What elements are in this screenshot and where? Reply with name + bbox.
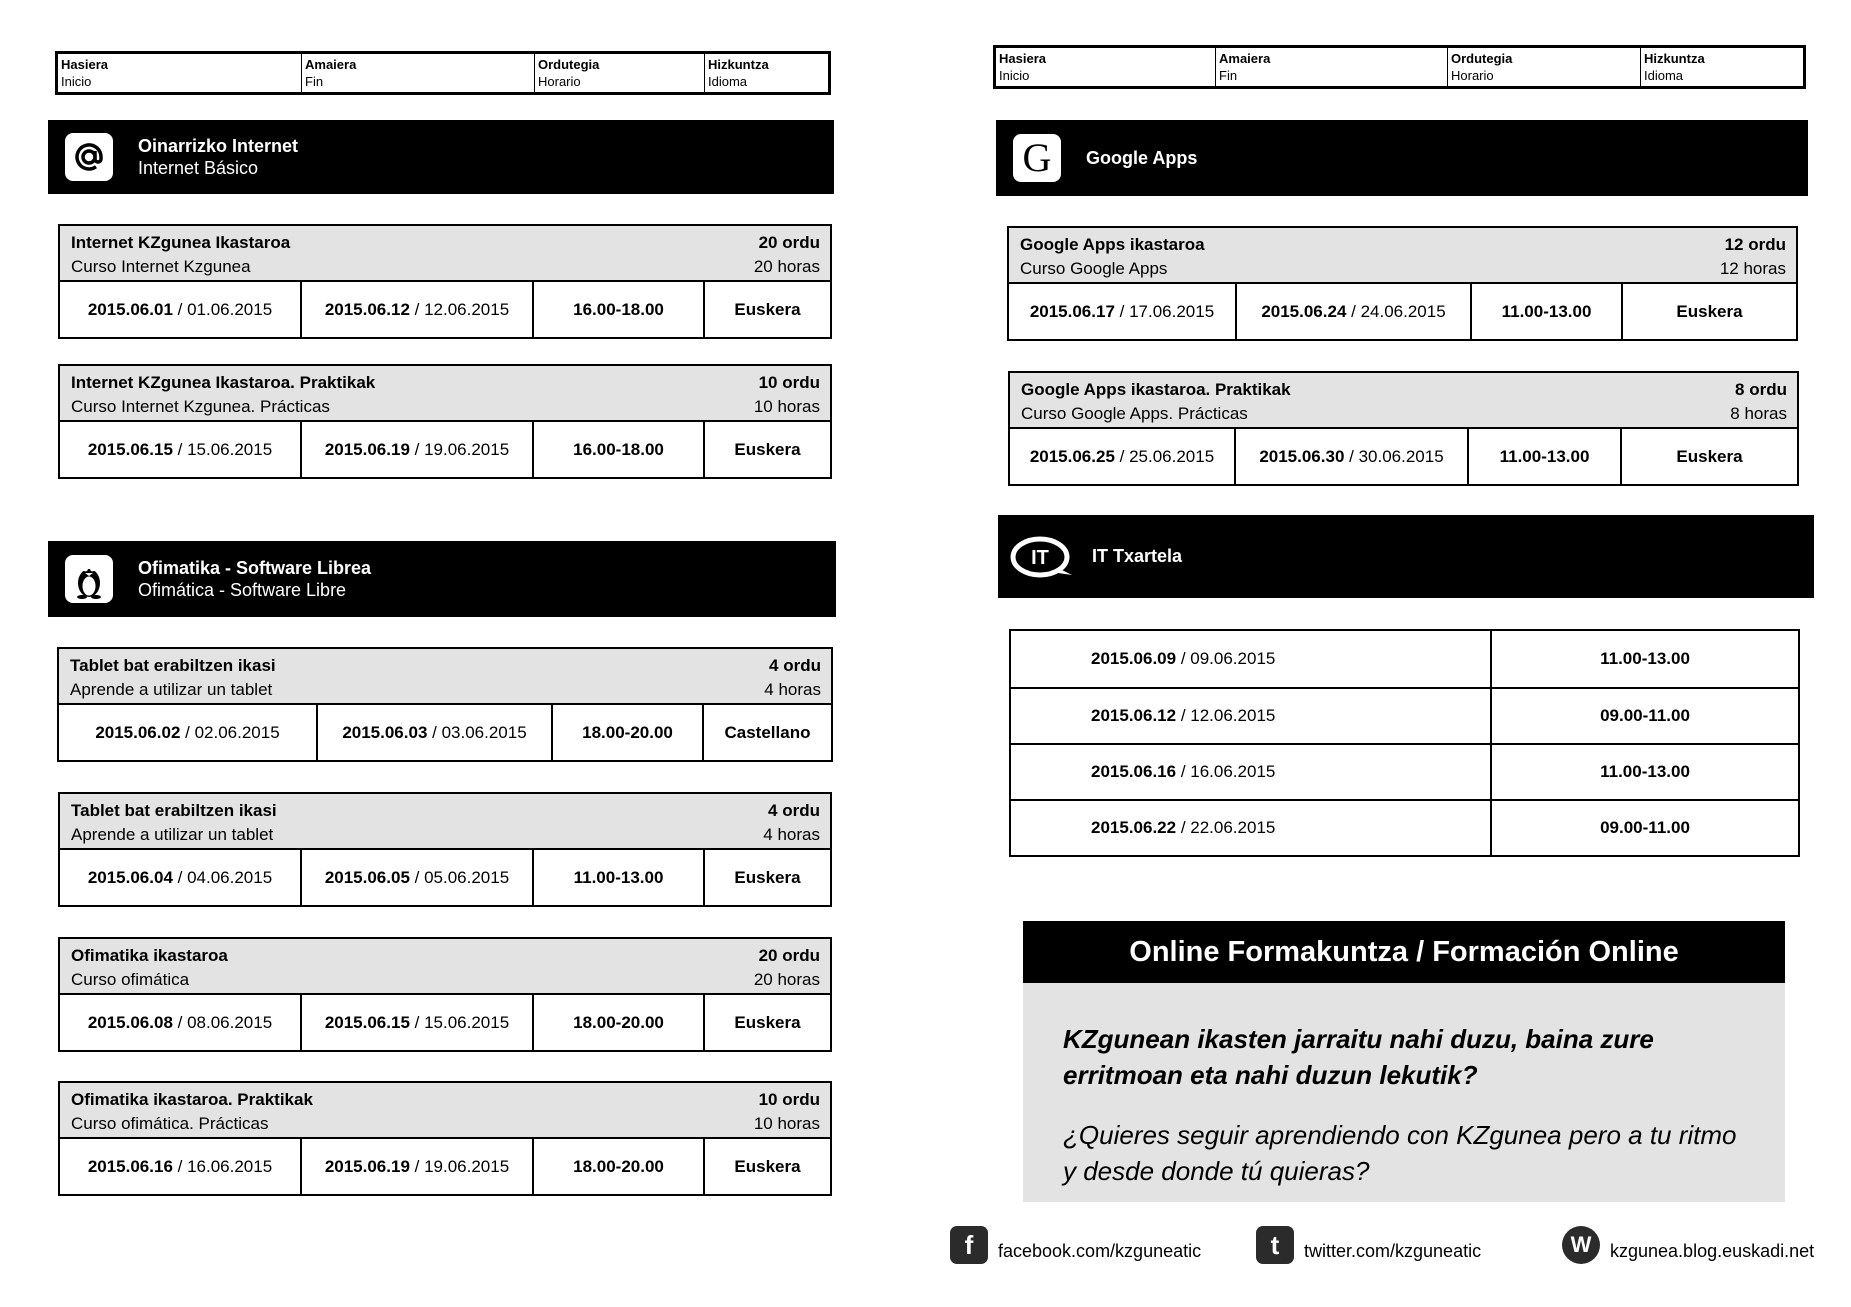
course-end-date: 2015.06.15 / 15.06.2015 <box>300 995 532 1050</box>
course-hours-es: 20 horas <box>753 970 820 989</box>
course-language: Euskera <box>703 995 830 1050</box>
course-language: Euskera <box>703 1139 830 1194</box>
course-schedule-row <box>59 705 831 760</box>
course-header <box>60 366 830 422</box>
table-row <box>1011 631 1798 687</box>
course-start-date: 2015.06.01 / 01.06.2015 <box>87 299 273 319</box>
legend-left <box>55 51 831 95</box>
course-title: Tablet bat erabiltzen ikasi <box>71 801 277 820</box>
section-banner-ofimatika <box>48 541 836 617</box>
course-hours-es: 20 horas <box>753 257 820 276</box>
course-time: 11.00-13.00 <box>1470 284 1621 339</box>
course-hours: 20 ordu <box>758 946 820 965</box>
online-body <box>1023 983 1785 1202</box>
course-header <box>60 939 830 995</box>
course-title-es: Curso Google Apps <box>1020 259 1168 278</box>
course-hours: 10 ordu <box>758 1090 820 1109</box>
course-title: Tablet bat erabiltzen ikasi <box>70 656 276 675</box>
course-end-date: 2015.06.12 / 12.06.2015 <box>300 282 532 337</box>
course-time: 11.00-13.00 <box>532 850 703 905</box>
legend-end: Amaiera Fin <box>1215 48 1447 86</box>
course-title-es: Curso Internet Kzgunea <box>71 257 251 276</box>
course-language: Euskera <box>1620 429 1797 484</box>
course-card <box>58 1081 832 1196</box>
course-time: 16.00-18.00 <box>532 422 703 477</box>
legend-end: Amaiera Fin <box>301 54 534 92</box>
course-header <box>60 1083 830 1139</box>
course-schedule-row <box>60 850 830 905</box>
course-language: Castellano <box>702 705 831 760</box>
online-question-es: ¿Quieres seguir aprendiendo con KZgunea pero a tu ritmo y desde donde tú quieras? <box>1063 1120 1737 1186</box>
course-hours: 8 ordu <box>1735 380 1787 399</box>
course-schedule-row <box>1009 284 1796 339</box>
course-title: Internet KZgunea Ikastaroa. Praktikak <box>71 373 376 392</box>
course-card <box>58 224 832 339</box>
legend-start: Hasiera Inicio <box>61 57 108 89</box>
course-card <box>58 937 832 1052</box>
course-hours: 10 ordu <box>758 373 820 392</box>
section-subtitle: Internet Básico <box>138 157 259 178</box>
session-time: 09.00-11.00 <box>1600 818 1690 837</box>
course-header <box>1010 373 1797 429</box>
course-start-date: 2015.06.17 / 17.06.2015 <box>1029 301 1215 321</box>
course-schedule-row <box>60 995 830 1050</box>
course-header <box>60 794 830 850</box>
course-title: Google Apps ikastaroa. Praktikak <box>1021 380 1291 399</box>
legend-schedule: Ordutegia Horario <box>534 54 704 92</box>
session-time: 11.00-13.00 <box>1600 649 1690 668</box>
course-start-date: 2015.06.25 / 25.06.2015 <box>1029 446 1215 466</box>
course-start-date: 2015.06.15 / 15.06.2015 <box>87 439 273 459</box>
course-hours-es: 10 horas <box>753 1114 820 1133</box>
course-title: Google Apps ikastaroa <box>1020 235 1205 254</box>
course-end-date: 2015.06.19 / 19.06.2015 <box>300 1139 532 1194</box>
course-schedule-row <box>60 422 830 477</box>
wordpress-icon: W <box>1562 1226 1600 1264</box>
svg-text:IT: IT <box>1031 546 1049 569</box>
online-title: Online Formakuntza / Formación Online <box>1023 921 1785 983</box>
legend-language: Hizkuntza Idioma <box>704 54 828 92</box>
course-hours: 12 ordu <box>1724 235 1786 254</box>
table-row <box>1011 687 1798 743</box>
course-card <box>57 647 833 762</box>
course-hours-es: 8 horas <box>1730 404 1787 423</box>
course-card <box>58 364 832 479</box>
it-sessions-table <box>1009 629 1800 857</box>
google-g-icon: G <box>1013 134 1061 182</box>
course-title-es: Curso ofimática <box>71 970 190 989</box>
table-row <box>1011 743 1798 799</box>
course-hours-es: 4 horas <box>763 825 820 844</box>
session-date: 2015.06.12 / 12.06.2015 <box>1011 689 1492 743</box>
section-banner-it <box>998 515 1814 598</box>
course-hours: 4 ordu <box>769 656 821 675</box>
course-title-es: Aprende a utilizar un tablet <box>70 680 273 699</box>
at-sign-icon <box>65 133 113 181</box>
course-hours-es: 12 horas <box>1719 259 1786 278</box>
course-title: Internet KZgunea Ikastaroa <box>71 233 291 252</box>
course-end-date: 2015.06.05 / 05.06.2015 <box>300 850 532 905</box>
session-time: 11.00-13.00 <box>1600 762 1690 781</box>
course-card <box>1007 226 1798 341</box>
course-hours-es: 4 horas <box>764 680 821 699</box>
course-time: 11.00-13.00 <box>1467 429 1620 484</box>
course-header <box>59 649 831 705</box>
social-blog-link[interactable] <box>1562 1232 1814 1270</box>
course-schedule-row <box>60 1139 830 1194</box>
course-end-date: 2015.06.19 / 19.06.2015 <box>300 422 532 477</box>
social-blog-text: kzgunea.blog.euskadi.net <box>1610 1240 1815 1261</box>
social-facebook-text: facebook.com/kzguneatic <box>998 1240 1202 1261</box>
course-start-date: 2015.06.04 / 04.06.2015 <box>87 867 273 887</box>
course-title-es: Curso Internet Kzgunea. Prácticas <box>71 397 330 416</box>
legend-right <box>993 45 1806 89</box>
course-title: Ofimatika ikastaroa <box>71 946 228 965</box>
course-time: 18.00-20.00 <box>532 995 703 1050</box>
course-card <box>58 792 832 907</box>
social-twitter-link[interactable] <box>1256 1229 1482 1270</box>
course-end-date: 2015.06.03 / 03.06.2015 <box>316 705 551 760</box>
course-schedule-row <box>60 282 830 337</box>
session-date: 2015.06.22 / 22.06.2015 <box>1011 801 1492 855</box>
course-hours-es: 10 horas <box>753 397 820 416</box>
legend-start: Hasiera Inicio <box>999 51 1046 83</box>
online-question-eu: KZgunean ikasten jarraitu nahi duzu, baina zure erritmoan eta nahi duzun lekutik? <box>1063 1024 1654 1090</box>
course-time: 16.00-18.00 <box>532 282 703 337</box>
course-start-date: 2015.06.02 / 02.06.2015 <box>95 722 280 742</box>
section-title: IT Txartela <box>1092 546 1183 566</box>
legend-language: Hizkuntza Idioma <box>1640 48 1803 86</box>
it-txartela-logo-icon <box>1010 533 1074 581</box>
section-title: Oinarrizko Internet <box>138 135 299 156</box>
course-language: Euskera <box>1621 284 1796 339</box>
social-facebook-link[interactable] <box>950 1229 1202 1270</box>
session-time: 09.00-11.00 <box>1600 706 1690 725</box>
legend-schedule: Ordutegia Horario <box>1447 48 1640 86</box>
facebook-icon: f <box>950 1226 988 1264</box>
table-row <box>1011 799 1798 855</box>
course-language: Euskera <box>703 422 830 477</box>
course-language: Euskera <box>703 282 830 337</box>
session-date: 2015.06.09 / 09.06.2015 <box>1011 631 1492 687</box>
course-start-date: 2015.06.16 / 16.06.2015 <box>87 1156 273 1176</box>
course-hours: 20 ordu <box>758 233 820 252</box>
section-banner-internet <box>48 120 834 194</box>
twitter-icon: t <box>1256 1226 1294 1264</box>
course-time: 18.00-20.00 <box>532 1139 703 1194</box>
course-title: Ofimatika ikastaroa. Praktikak <box>71 1090 313 1109</box>
course-header <box>1009 228 1796 284</box>
course-end-date: 2015.06.24 / 24.06.2015 <box>1235 284 1470 339</box>
course-schedule-row <box>1010 429 1797 484</box>
course-language: Euskera <box>703 850 830 905</box>
course-start-date: 2015.06.08 / 08.06.2015 <box>87 1012 273 1032</box>
section-title: Ofimatika - Software Librea <box>138 557 372 578</box>
course-card <box>1008 371 1799 486</box>
social-twitter-text: twitter.com/kzguneatic <box>1304 1240 1482 1261</box>
course-title-es: Aprende a utilizar un tablet <box>71 825 274 844</box>
section-subtitle: Ofimática - Software Libre <box>138 579 347 600</box>
course-title-es: Curso Google Apps. Prácticas <box>1021 404 1248 423</box>
course-hours: 4 ordu <box>768 801 820 820</box>
course-header <box>60 226 830 282</box>
session-date: 2015.06.16 / 16.06.2015 <box>1011 745 1492 799</box>
course-title-es: Curso ofimática. Prácticas <box>71 1114 269 1133</box>
course-end-date: 2015.06.30 / 30.06.2015 <box>1234 429 1467 484</box>
section-banner-google <box>996 120 1808 196</box>
course-time: 18.00-20.00 <box>551 705 702 760</box>
section-title: Google Apps <box>1086 147 1198 168</box>
linux-penguin-icon <box>65 555 113 603</box>
